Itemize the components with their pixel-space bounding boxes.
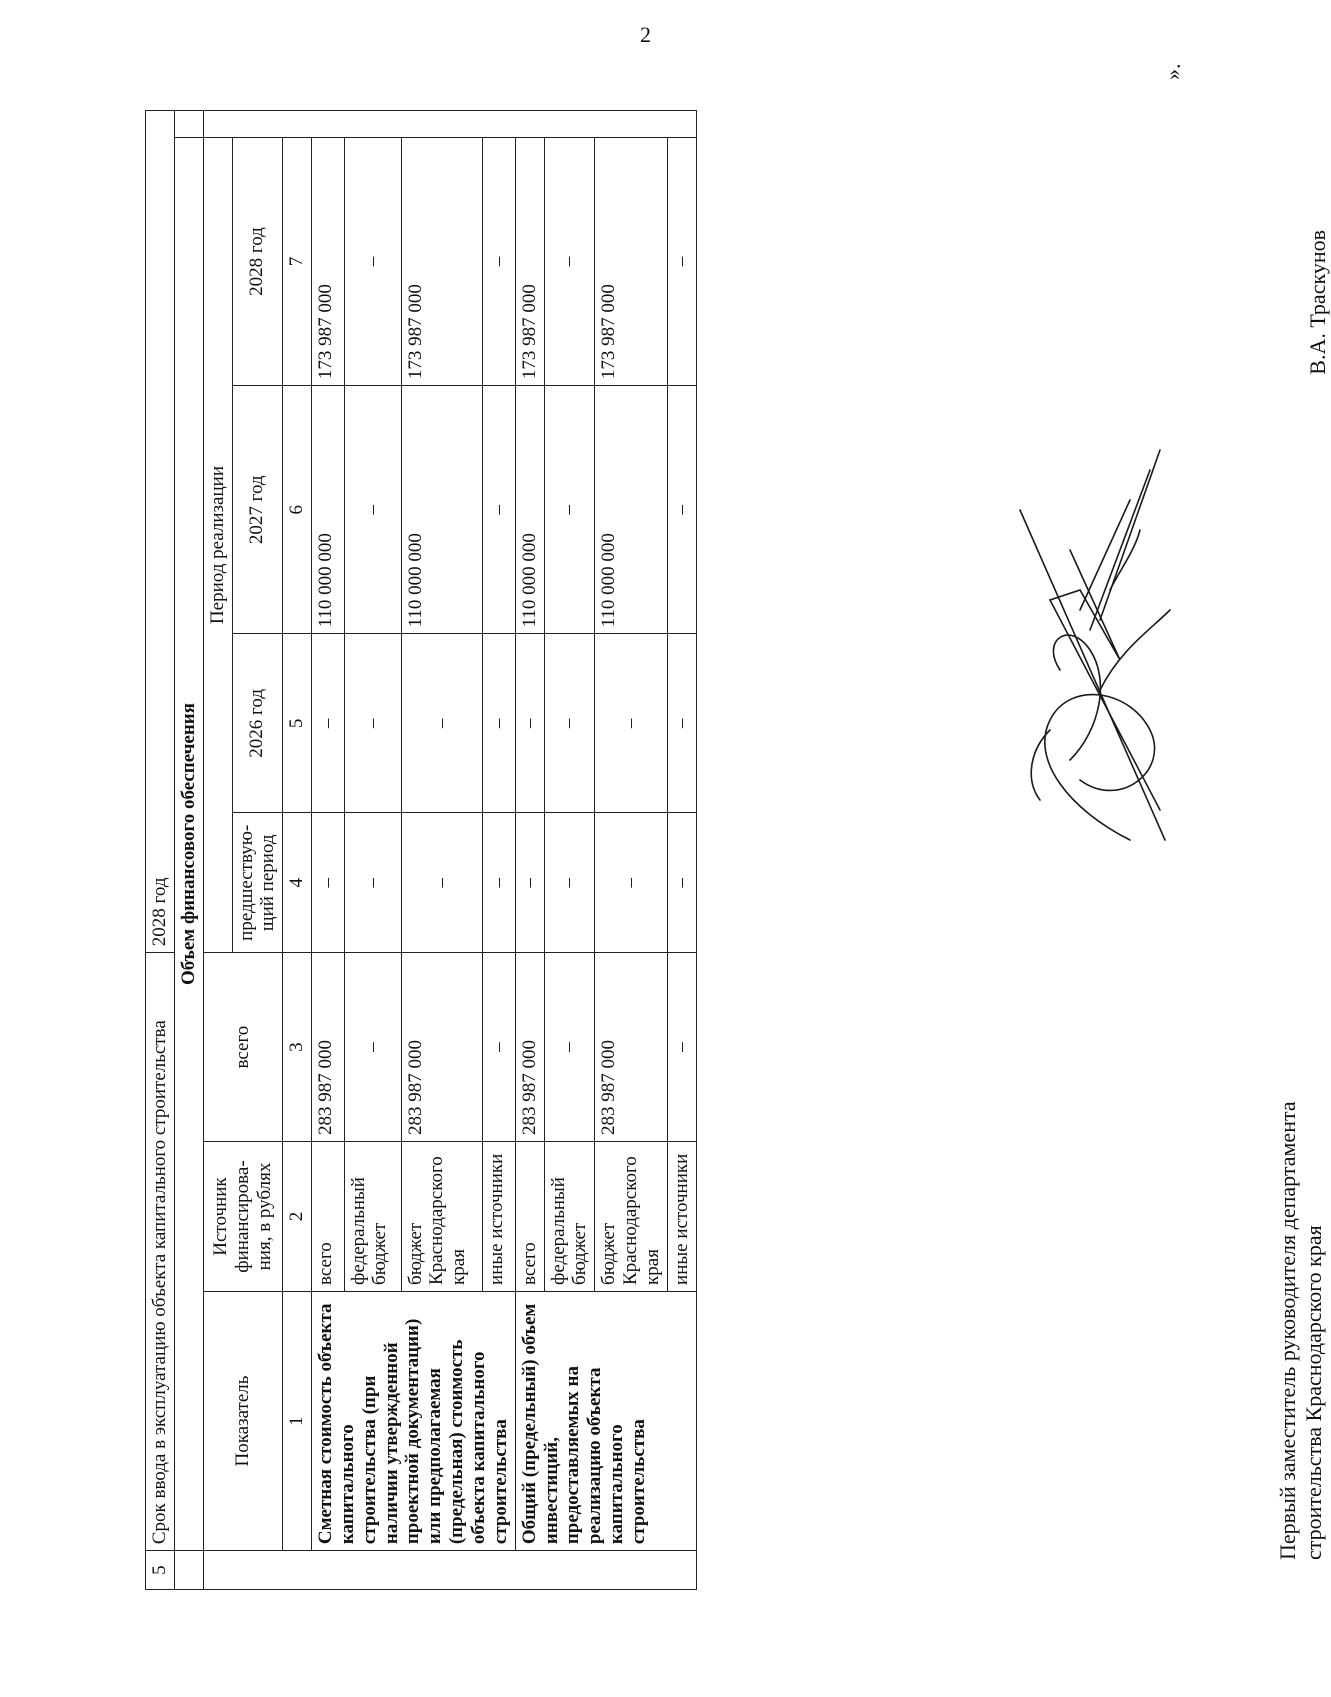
- section-title: Объем финансового обеспечения: [174, 137, 203, 1550]
- y2028-cell: 173 987 000: [401, 137, 483, 385]
- total-cell: –: [667, 953, 696, 1142]
- column-numbers-row: [283, 111, 312, 1590]
- previous-cell: –: [515, 813, 544, 953]
- total-cell: 283 987 000: [401, 953, 483, 1142]
- y2026-cell: –: [595, 634, 668, 813]
- column-number: 7: [283, 137, 312, 385]
- total-cell: –: [544, 953, 595, 1142]
- previous-cell: –: [667, 813, 696, 953]
- source-cell: федеральный бюджет: [544, 1142, 595, 1292]
- total-cell: 283 987 000: [312, 953, 344, 1142]
- y2027-cell: 110 000 000: [515, 386, 544, 634]
- source-cell: иные источники: [667, 1142, 696, 1292]
- y2027-cell: –: [483, 386, 515, 634]
- source-cell: бюджет Краснодарского края: [595, 1142, 668, 1292]
- header-indicator: Показатель: [203, 1291, 283, 1550]
- table-row: [312, 111, 344, 1590]
- column-number: 4: [283, 813, 312, 953]
- right-margin-cell: [203, 111, 696, 138]
- y2028-cell: –: [667, 137, 696, 385]
- row-5-value: 2028 год: [146, 111, 175, 953]
- y2026-cell: –: [401, 634, 483, 813]
- column-number: 2: [283, 1142, 312, 1292]
- y2026-cell: –: [344, 634, 401, 813]
- previous-cell: –: [344, 813, 401, 953]
- header-previous: предшествую-щий период: [232, 813, 283, 953]
- source-cell: всего: [515, 1142, 544, 1292]
- y2028-cell: 173 987 000: [515, 137, 544, 385]
- closing-quote: ».: [1160, 63, 1185, 80]
- total-cell: –: [483, 953, 515, 1142]
- y2027-cell: 110 000 000: [401, 386, 483, 634]
- previous-cell: –: [312, 813, 344, 953]
- source-cell: иные источники: [483, 1142, 515, 1292]
- y2027-cell: –: [667, 386, 696, 634]
- previous-cell: –: [544, 813, 595, 953]
- y2026-cell: –: [515, 634, 544, 813]
- header-period: Период реализации: [203, 137, 232, 952]
- y2028-cell: –: [344, 137, 401, 385]
- y2026-cell: –: [667, 634, 696, 813]
- row-5-label: Срок ввода в эксплуатацию объекта капитального строительства: [146, 953, 175, 1551]
- header-2026: 2026 год: [232, 634, 283, 813]
- column-number: 5: [283, 634, 312, 813]
- left-margin-cell: [174, 1551, 203, 1590]
- column-number: 6: [283, 386, 312, 634]
- previous-cell: –: [483, 813, 515, 953]
- y2028-cell: –: [544, 137, 595, 385]
- y2028-cell: 173 987 000: [595, 137, 668, 385]
- y2026-cell: –: [312, 634, 344, 813]
- total-cell: –: [344, 953, 401, 1142]
- page-number: 2: [640, 22, 651, 47]
- y2027-cell: –: [344, 386, 401, 634]
- y2026-cell: –: [483, 634, 515, 813]
- signatory-name: В.А. Траскунов: [1305, 230, 1330, 375]
- y2027-cell: –: [544, 386, 595, 634]
- right-margin-cell: [174, 111, 203, 138]
- previous-cell: –: [401, 813, 483, 953]
- y2027-cell: 110 000 000: [595, 386, 668, 634]
- y2028-cell: –: [483, 137, 515, 385]
- indicator-estimated-cost: Сметная стоимость объекта капитального строительства (при наличии утвержденной проектной документации) или предполагаемая (предельная) стоимость объекта капитального строительства: [312, 1291, 516, 1550]
- column-number: 1: [283, 1291, 312, 1550]
- handwritten-signature: [1010, 430, 1190, 850]
- source-cell: бюджет Краснодарского края: [401, 1142, 483, 1292]
- y2027-cell: 110 000 000: [312, 386, 344, 634]
- row-5: [146, 111, 175, 1590]
- left-margin-cell: [203, 1551, 696, 1590]
- section-title-row: [174, 111, 203, 1590]
- previous-cell: –: [595, 813, 668, 953]
- header-2028: 2028 год: [232, 137, 283, 385]
- financing-table: [145, 110, 697, 1590]
- header-2027: 2027 год: [232, 386, 283, 634]
- header-total: всего: [203, 953, 283, 1142]
- y2028-cell: 173 987 000: [312, 137, 344, 385]
- total-cell: 283 987 000: [515, 953, 544, 1142]
- row-5-number: 5: [146, 1551, 175, 1590]
- signatory-position: Первый заместитель руководителя департамента строительства Краснодарского края: [1275, 1101, 1327, 1560]
- column-number: 3: [283, 953, 312, 1142]
- source-cell: всего: [312, 1142, 344, 1292]
- table-row: [515, 111, 544, 1590]
- header-source: Источник финансирова-ния, в рублях: [203, 1142, 283, 1292]
- total-cell: 283 987 000: [595, 953, 668, 1142]
- indicator-total-investment: Общий (предельный) объем инвестиций, предоставляемых на реализацию объекта капитального строительства: [515, 1291, 696, 1550]
- y2026-cell: –: [544, 634, 595, 813]
- source-cell: федеральный бюджет: [344, 1142, 401, 1292]
- header-row-1: [203, 111, 232, 1590]
